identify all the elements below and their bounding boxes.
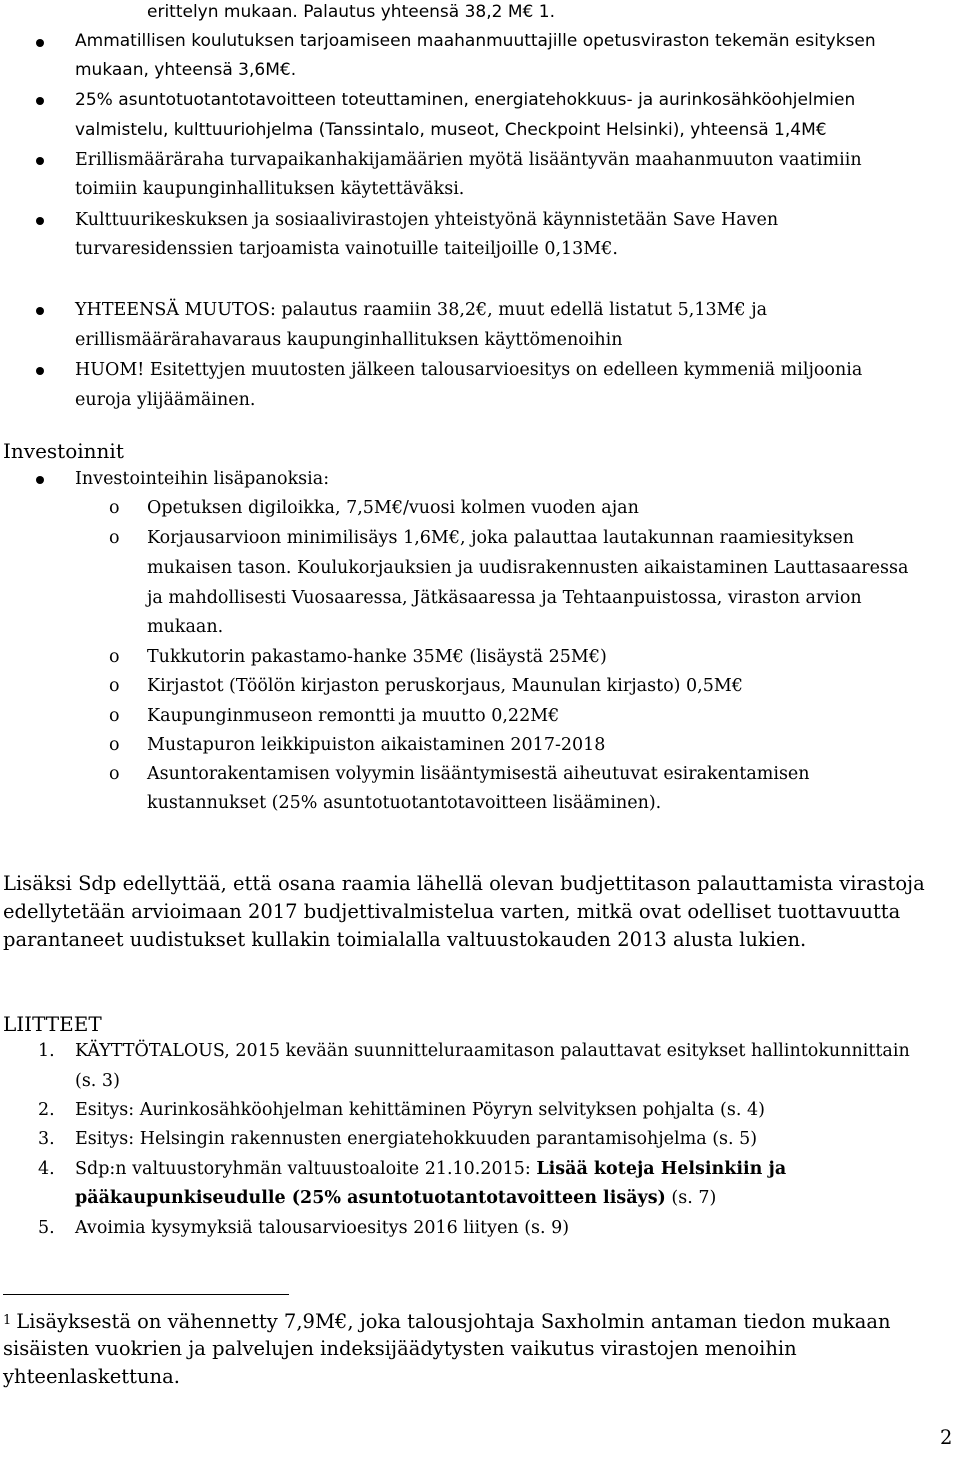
bullet-line: turvaresidenssien tarjoamista vainotuille taiteiljoille 0,13M€.: [75, 239, 618, 259]
investment-line: ja mahdollisesti Vuosaaressa, Jätkäsaaressa ja Tehtaanpuistossa, viraston arvion: [147, 588, 862, 608]
closing-line: parantaneet uudistukset kullakin toimialalla valtuustokauden 2013 alusta lukien.: [3, 928, 807, 951]
attachment-line: KÄYTTÖTALOUS, 2015 kevään suunnitteluraamitason palauttavat esitykset hallintokunnittain: [75, 1041, 910, 1061]
sub-bullet-marker: o: [109, 676, 120, 696]
summary-line: erillismäärärahavaraus kaupunginhallituksen käyttömenoihin: [75, 330, 623, 350]
bullet: [36, 217, 44, 225]
bullet: [36, 367, 44, 375]
footnote-line: sisäisten vuokrien ja palvelujen indeksijäädytysten vaikutus virastojen menoihin: [3, 1337, 797, 1360]
investment-line: Mustapuron leikkipuiston aikaistaminen 2017-2018: [147, 735, 606, 755]
sub-bullet-marker: o: [109, 528, 120, 548]
attachment-line: [75, 1187, 716, 1209]
sub-bullet-marker: o: [109, 764, 120, 784]
attachment-line: (s. 3): [75, 1071, 120, 1091]
attachment-text: Sdp:n valtuustoryhmän valtuustoaloite 21.10.2015:: [75, 1159, 537, 1179]
attachment-text: (s. 7): [665, 1188, 717, 1208]
summary-line: YHTEENSÄ MUUTOS: palautus raamiin 38,2€, muut edellä listatut 5,13M€ ja: [75, 300, 768, 320]
bullet: [36, 97, 44, 105]
sub-bullet-marker: o: [109, 498, 120, 518]
attachment-number: 1.: [38, 1041, 55, 1061]
sub-bullet-marker: o: [109, 647, 120, 667]
bullet-line: Kulttuurikeskuksen ja sosiaalivirastojen yhteistyönä käynnistetään Save Haven: [75, 210, 779, 230]
bullet-line: Erillismääräraha turvapaikanhakijamäärien myötä lisääntyvän maahanmuuton vaatimiin: [75, 150, 862, 170]
bullet-line: 25% asuntotuotantotavoitteen toteuttaminen, energiatehokkuus- ja aurinkosähköohjelmien: [75, 90, 856, 110]
bullet-line: mukaan, yhteensä 3,6M€.: [75, 60, 297, 80]
investment-line: Asuntorakentamisen volyymin lisääntymisestä aiheutuvat esirakentamisen: [147, 764, 810, 784]
bullet-line: toimiin kaupunginhallituksen käytettäväksi.: [75, 179, 465, 199]
bullet: [36, 307, 44, 315]
attachment-line: [75, 1158, 786, 1180]
summary-line: euroja ylijäämäinen.: [75, 390, 256, 410]
bullet: [36, 157, 44, 165]
bullet-line: valmistelu, kulttuuriohjelma (Tanssintalo, museot, Checkpoint Helsinki), yhteensä 1,4M€: [75, 120, 827, 140]
attachment-link-title: Lisää koteja Helsinkiin ja: [536, 1159, 787, 1179]
closing-line: edellytetään arvioimaan 2017 budjettivalmistelua varten, mitkä ovat odelliset tuottavuutta: [3, 900, 901, 923]
attachments-heading: LIITTEET: [3, 1012, 102, 1036]
attachment-number: 4.: [38, 1159, 55, 1179]
investment-line: Kaupunginmuseon remontti ja muutto 0,22M€: [147, 706, 560, 726]
attachment-line: Esitys: Helsingin rakennusten energiatehokkuuden parantamisohjelma (s. 5): [75, 1129, 758, 1149]
attachment-number: 2.: [38, 1100, 55, 1120]
bullet-line: Ammatillisen koulutuksen tarjoamiseen maahanmuuttajille opetusviraston tekemän esityksen: [75, 31, 876, 51]
sub-bullet-marker: o: [109, 706, 120, 726]
bullet: [36, 39, 44, 47]
investments-heading: Investoinnit: [3, 439, 124, 463]
investment-line: Korjausarvioon minimilisäys 1,6M€, joka palauttaa lautakunnan raamiesityksen: [147, 528, 855, 548]
footnote-separator: [3, 1294, 289, 1295]
investment-line: Opetuksen digiloikka, 7,5M€/vuosi kolmen vuoden ajan: [147, 498, 639, 518]
investment-line: kustannukset (25% asuntotuotantotavoitteen lisääminen).: [147, 793, 662, 813]
footnote-line: yhteenlaskettuna.: [3, 1365, 180, 1388]
attachment-number: 3.: [38, 1129, 55, 1149]
footnote-line: [3, 1309, 891, 1334]
investments-intro: Investointeihin lisäpanoksia:: [75, 469, 330, 489]
summary-line: HUOM! Esitettyjen muutosten jälkeen talousarvioesitys on edelleen kymmeniä miljoonia: [75, 360, 863, 380]
investment-line: Kirjastot (Töölön kirjaston peruskorjaus, Maunulan kirjasto) 0,5M€: [147, 676, 743, 696]
closing-line: Lisäksi Sdp edellyttää, että osana raamia lähellä olevan budjettitason palauttamista virastoja: [3, 872, 925, 895]
attachment-link-title: pääkaupunkiseudulle (25% asuntotuotantotavoitteen lisäys): [75, 1188, 666, 1208]
continuation-line: [147, 1, 555, 23]
investment-line: Tukkutorin pakastamo-hanke 35M€ (lisäystä 25M€): [147, 647, 607, 667]
attachment-line: Esitys: Aurinkosähköohjelman kehittäminen Pöyryn selvityksen pohjalta (s. 4): [75, 1100, 765, 1120]
footnote-marker: 1: [3, 1313, 12, 1328]
footnote-text: Lisäyksestä on vähennetty 7,9M€, joka talousjohtaja Saxholmin antaman tiedon mukaan: [16, 1310, 891, 1333]
text-line: erittelyn mukaan. Palautus yhteensä 38,2 M€ 1.: [147, 2, 555, 22]
investment-line: mukaisen tason. Koulukorjauksien ja uudisrakennusten aikaistaminen Lauttasaaressa: [147, 558, 909, 578]
attachment-line: Avoimia kysymyksiä talousarvioesitys 2016 liityen (s. 9): [75, 1218, 570, 1238]
investment-line: mukaan.: [147, 617, 224, 637]
bullet: [36, 476, 44, 484]
attachment-number: 5.: [38, 1218, 55, 1238]
page-number: 2: [940, 1426, 953, 1449]
sub-bullet-marker: o: [109, 735, 120, 755]
